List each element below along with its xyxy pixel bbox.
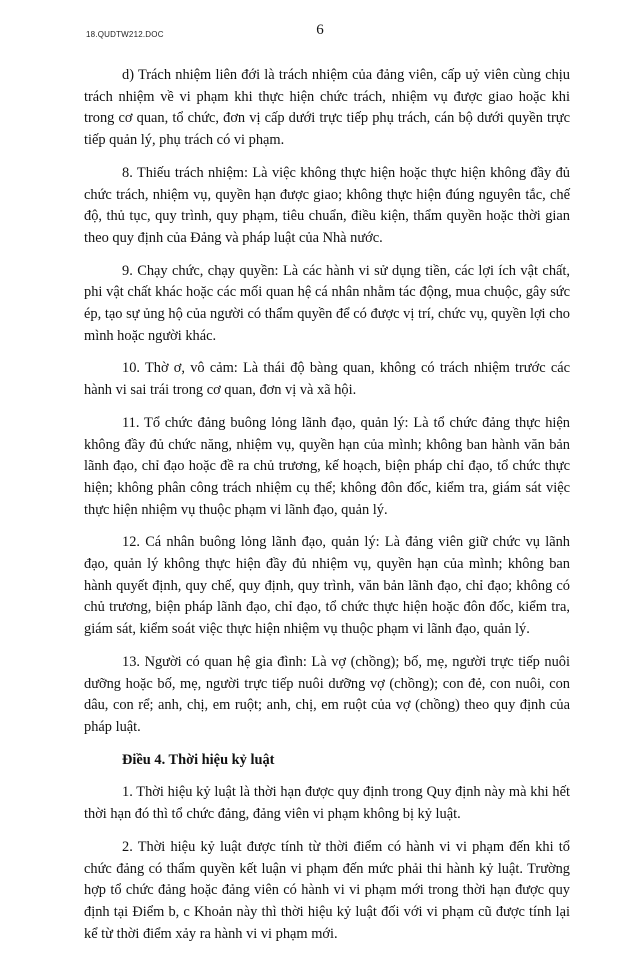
paragraph-11-organization-lax-leadership: 11. Tổ chức đảng buông lỏng lãnh đạo, quản lý: Là tổ chức đảng thực hiện không đầy đủ chức năng, nhiệm vụ, quyền hạn của mình; không ban hành văn bản lãnh đạo, chỉ đạo hoặc đề ra chủ trương, kế hoạch, biện pháp chỉ đạo, tổ chức thực hiện; không phân công trách nhiệm cụ thể; không đôn đốc, kiểm tra, giám sát việc thực hiện nhiệm vụ thuộc phạm vi lãnh đạo, quản lý. <box>84 414 570 518</box>
article-4-paragraph-2: 2. Thời hiệu kỷ luật được tính từ thời điểm có hành vi vi phạm đến khi tổ chức đảng có thẩm quyền kết luận vi phạm đến mức phải thi hành kỷ luật. Trường hợp tổ chức đảng hoặc đảng viên có hành vi vi phạm mới trong thời hạn được quy định tại Điểm b, c Khoản này thì thời hiệu kỷ luật đối với vi phạm cũ được tính lại kể từ thời điểm xảy ra hành vi vi phạm mới. <box>84 838 570 942</box>
paragraph-9-position-buying: 9. Chạy chức, chạy quyền: Là các hành vi sử dụng tiền, các lợi ích vật chất, phi vật chất khác hoặc các mối quan hệ cá nhân nhằm tác động, mua chuộc, gây sức ép, tạo sự ủng hộ của người có thẩm quyền để có được vị trí, chức vụ, quyền lợi cho mình hoặc người khác. <box>84 262 570 344</box>
paragraph-12-individual-lax-leadership: 12. Cá nhân buông lỏng lãnh đạo, quản lý: Là đảng viên giữ chức vụ lãnh đạo, quản lý không thực hiện đầy đủ nhiệm vụ, quyền hạn của mình; không ban hành quyết định, quy chế, quy định, quy trình, văn bản lãnh đạo, chỉ đạo; không có chủ trương, biện pháp lãnh đạo, chỉ đạo, tổ chức thực hiện hoặc đôn đốc, kiểm tra, giám sát, kiểm soát việc thực hiện nhiệm vụ thuộc phạm vi lãnh đạo, quản lý. <box>84 534 570 638</box>
paragraph-10-indifference: 10. Thờ ơ, vô cảm: Là thái độ bàng quan, không có trách nhiệm trước các hành vi sai trái trong cơ quan, đơn vị và xã hội. <box>84 360 570 399</box>
article-4-heading: Điều 4. Thời hiệu kỷ luật <box>122 751 275 768</box>
article-4-paragraph-1: 1. Thời hiệu kỷ luật là thời hạn được quy định trong Quy định này mà khi hết thời hạn đó thì tổ chức đảng, đảng viên vi phạm không bị kỷ luật. <box>84 784 570 823</box>
paragraph-13-family-relations: 13. Người có quan hệ gia đình: Là vợ (chồng); bố, mẹ, người trực tiếp nuôi dưỡng hoặc bố, mẹ, người trực tiếp nuôi dưỡng vợ (chồng); con đẻ, con nuôi, con dâu, con rể; anh, chị, em ruột; anh, chị, em ruột của vợ (chồng) theo quy định của pháp luật. <box>84 653 570 735</box>
document-body <box>84 65 570 956</box>
page-number: 6 <box>316 22 324 38</box>
paragraph-d-joint-responsibility: d) Trách nhiệm liên đới là trách nhiệm của đảng viên, cấp uỷ viên cùng chịu trách nhiệm về vi phạm khi thực hiện chức trách, nhiệm vụ được giao hoặc khi trong cơ quan, tổ chức, đơn vị cấp dưới trực tiếp phụ trách, cán bộ dưới quyền trực tiếp quản lý, phụ trách có vi phạm. <box>84 67 570 149</box>
document-code: 18.QUDTW212.DOC <box>86 30 164 39</box>
paragraph-8-irresponsibility: 8. Thiếu trách nhiệm: Là việc không thực hiện hoặc thực hiện không đầy đủ chức trách, nhiệm vụ, quyền hạn được giao; không thực hiện đúng nguyên tắc, chế độ, thủ tục, quy trình, quy phạm, tiêu chuẩn, điều kiện, thẩm quyền hoặc thời gian theo quy định của Đảng và pháp luật của Nhà nước. <box>84 164 570 246</box>
